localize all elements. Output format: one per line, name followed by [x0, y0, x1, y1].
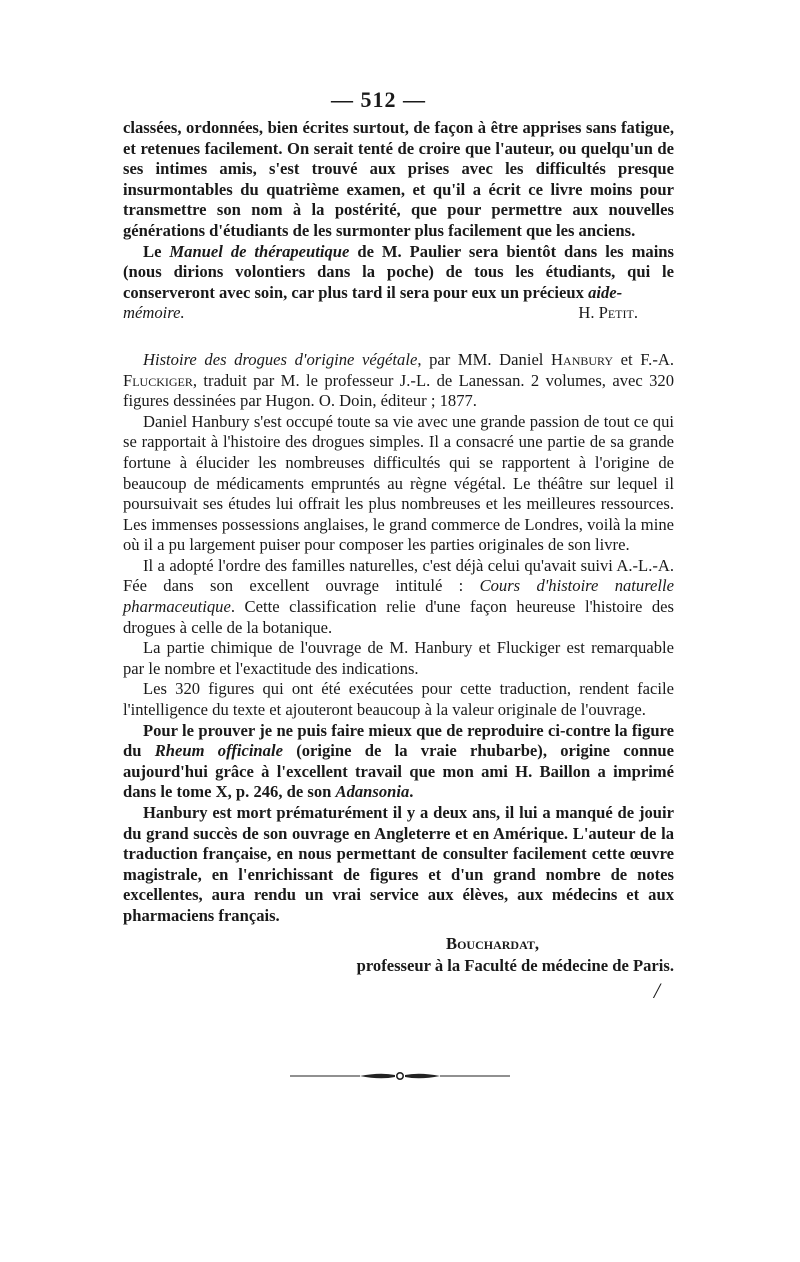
- section-gap: [123, 324, 674, 350]
- review-paulier: [123, 118, 674, 324]
- rheum-title: Rheum officinale: [154, 741, 283, 761]
- review-hanbury-paragraph-3: La partie chimique de l'ouvrage de M. Hanbury et Fluckiger est remarquable par le nombre et l'exactitude des indications.: [123, 638, 674, 678]
- review-hanbury-paragraph-1: Daniel Hanbury s'est occupé toute sa vie avec une grande passion de tout ce qui se rapportait à l'histoire des drogues simples. Il a consacré une partie de sa grande fortune à élucider les nombreuses difficultés qui se rapportent à l'origine de beaucoup de médicaments empruntés au règne végétal. Le théâtre sur lequel il poursuivait ses études lui offrait les plus nombreuses et les meilleures ressources. Les immenses possessions anglaises, le grand commerce de Londres, voilà la mine où il a pu largement puiser pour composer les parties originales de son livre.: [123, 411, 674, 555]
- review-hanbury-paragraph-2: [123, 556, 674, 638]
- review-hanbury-paragraph-4: Les 320 figures qui ont été exécutées pour cette traduction, rendent facile l'intelligence du texte et ajouteront beaucoup à la valeur originale de l'ouvrage.: [123, 679, 674, 720]
- review-hanbury-heading: [123, 350, 674, 412]
- ornament-rule: [290, 1069, 510, 1083]
- review-paulier-p2-text-b: de M. Paulier sera bientôt dans les mains (nous dirions volontiers dans la poche) de tous les étudiants, qui le conserveront avec soin, car plus tard il sera pour eux un précieux: [123, 241, 674, 302]
- heading-text-a: , par MM. Daniel: [417, 349, 552, 369]
- page-number: — 512 —: [331, 87, 426, 112]
- review-paulier-paragraph-2: [123, 242, 674, 304]
- page-body: [123, 84, 674, 1005]
- aide-word: aide-: [588, 282, 623, 302]
- review-paulier-closing-line: [123, 303, 674, 324]
- heading-text-c: , traduit par M. le professeur J.-L. de Lanessan. 2 volumes, avec 320 figures dessinées par Hugon. O. Doin, éditeur ; 1877.: [123, 370, 674, 411]
- review-hanbury: [123, 350, 674, 1005]
- p2-text-b: . Cette classification relie d'une façon heureuse l'histoire des drogues à celle de la botanique.: [123, 597, 674, 637]
- manual-title: Manuel de thérapeutique: [169, 241, 350, 261]
- histoire-title: Histoire des drogues d'origine végétale: [143, 349, 418, 369]
- ink-mark: /: [653, 977, 660, 1003]
- review-paulier-p2-text-a: Le: [143, 241, 170, 261]
- memoire-word: mémoire.: [123, 303, 185, 323]
- author-fluckiger: Fluckiger: [123, 370, 193, 390]
- heading-text-b: et F.-A.: [613, 349, 674, 369]
- signature-block-bouchardat: [123, 933, 674, 1005]
- adansonia-title: Adansonia: [335, 782, 410, 802]
- cours-title: Cours d'histoire naturelle pharmaceutique: [123, 576, 674, 617]
- p5-text-c: .: [409, 782, 414, 802]
- signature-petit: H. Petit.: [578, 303, 638, 323]
- p2-text-a: Il a adopté l'ordre des familles naturelles, c'est déjà celui qu'avait suivi A.-L.-A. Fée dans son excellent ouvrage intitulé :: [123, 555, 674, 596]
- review-hanbury-paragraph-5: [123, 721, 674, 803]
- p5-text-a: Pour le prouver je ne puis faire mieux que de reproduire ci-contre la figure du: [123, 720, 674, 761]
- author-hanbury: Hanbury: [551, 349, 614, 369]
- review-paulier-paragraph-1: classées, ordonnées, bien écrites surtout, de façon à être apprises sans fatigue, et retenues facilement. On serait tenté de croire que l'auteur, ou quelqu'un de ses intimes amis, s'est trouvé aux prises avec les difficultés presque insurmontables du quatrième examen, et qu'il a écrit ce livre moins pour transmettre son nom à la postérité, que pour permettre aux nouvelles générations d'étudiants de les surmonter plus facilement que les anciens.: [123, 118, 674, 240]
- review-hanbury-paragraph-6: Hanbury est mort prématurément il y a deux ans, il lui a manqué de jouir du grand succès de son ouvrage en Angleterre et en Amérique. L'auteur de la traduction française, en nous permettant de consulter facilement cette œuvre magistrale, en l'enrichissant de figures et d'un grand nombre de notes excellentes, aura rendu un vrai service aux élèves, aux médecins et aux pharmaciens français.: [123, 803, 674, 925]
- p5-text-b: (origine de la vraie rhubarbe), origine connue aujourd'hui grâce à l'excellent travail que mon ami H. Baillon a imprimé dans le tome X, p. 246, de son: [123, 741, 674, 802]
- signature-title: professeur à la Faculté de médecine de Paris.: [356, 955, 674, 975]
- signature-name: Bouchardat,: [446, 933, 539, 953]
